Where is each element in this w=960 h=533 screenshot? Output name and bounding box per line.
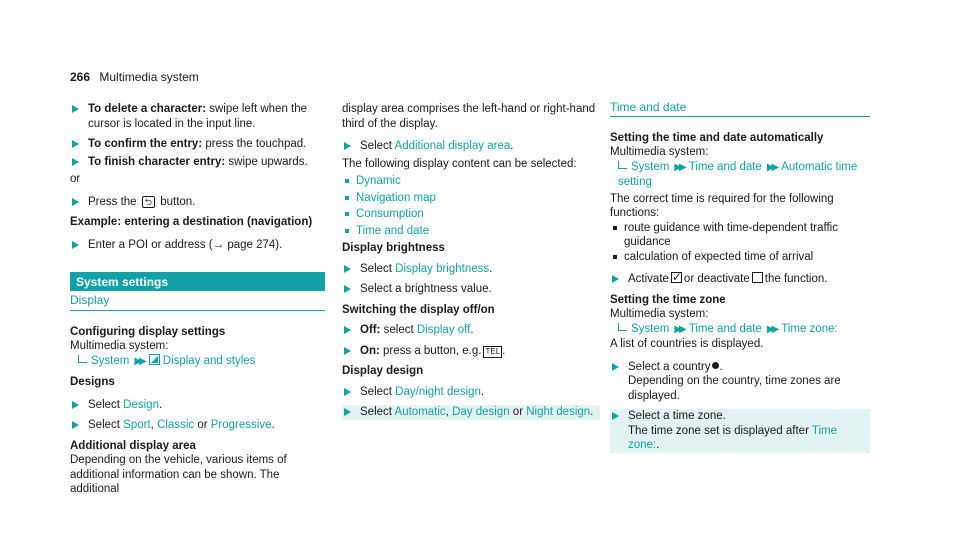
option-consumption [342, 207, 600, 222]
double-chevron-icon: ▶▶ [766, 161, 777, 173]
bullet-text: route guidance with time-dependent traffic guidance [624, 221, 838, 248]
column-2 [342, 102, 600, 426]
step-arrow-icon [72, 421, 79, 429]
path-system[interactable]: System [91, 354, 130, 367]
step-select-country: Select a country . Depending on the country, time zones are displayed. [610, 360, 870, 404]
step-arrow-icon [344, 285, 351, 293]
path-corner-icon [618, 323, 627, 331]
step-text: press the touchpad. [202, 138, 307, 150]
step-off [342, 323, 600, 338]
step-on [342, 344, 600, 359]
step-select-design-mode [342, 405, 600, 420]
step-text: The time zone set is displayed after [628, 424, 812, 437]
step-arrow-icon [72, 241, 79, 249]
brightness-heading: Display brightness [342, 242, 445, 254]
path-corner-icon [618, 161, 627, 169]
step-arrow-icon [344, 326, 351, 334]
classic-link[interactable]: Classic [157, 419, 195, 431]
step-arrow-icon [344, 388, 351, 396]
step-confirm-entry [70, 137, 325, 152]
following-text: The following display content can be selected: [342, 157, 577, 170]
or-text: or [70, 173, 81, 185]
step-label: Off: [360, 324, 381, 336]
step-arrow-icon [612, 363, 619, 371]
step-day-night [342, 385, 600, 400]
step-text: Activate [628, 273, 669, 285]
step-text: . [480, 385, 485, 398]
step-text: Press the [88, 195, 137, 208]
step-text: or deactivate [683, 273, 750, 285]
step-text: Depending on the country, time zones are displayed. [628, 375, 841, 402]
bullet-icon [345, 179, 349, 183]
step-text: Select [88, 419, 124, 431]
double-chevron-icon: ▶▶ [766, 323, 777, 335]
multimedia-label: Multimedia system: [610, 308, 709, 320]
night-design-link[interactable]: Night design [526, 406, 591, 418]
step-text: Select a time zone. [628, 410, 726, 422]
section-banner: System settings [70, 272, 325, 291]
step-select-additional [342, 139, 600, 154]
double-chevron-icon: ▶▶ [674, 323, 684, 335]
column-3 [610, 102, 870, 459]
day-night-link[interactable]: Day/night design [395, 385, 481, 398]
example-heading: Example: entering a destination (navigation) [70, 216, 313, 228]
step-text: Select [360, 406, 395, 418]
option-link[interactable]: Navigation map [356, 191, 436, 204]
step-arrow-icon [344, 265, 351, 273]
step-text: . [590, 406, 594, 418]
bullet-icon [345, 229, 349, 233]
required-text: The correct time is required for the following functions: [610, 192, 834, 219]
step-label: To finish character entry: [88, 155, 226, 168]
designs-heading: Designs [70, 376, 115, 388]
page-number: 266 [70, 70, 91, 84]
step-arrow-icon [72, 401, 79, 409]
time-zone-link[interactable]: Time zone: [628, 424, 838, 451]
path-corner-icon [78, 355, 87, 363]
step-text: or [509, 406, 527, 418]
step-arrow-icon [344, 347, 351, 355]
time-date-heading: Time and date [610, 100, 870, 117]
step-select-design [70, 398, 325, 413]
step-text: Enter a POI or address (→ page 274). [88, 238, 283, 251]
step-text: Select [88, 398, 124, 411]
menu-path-zone [610, 322, 870, 338]
option-link[interactable]: Consumption [356, 208, 424, 220]
option-link[interactable]: Time and date [356, 224, 430, 237]
step-text: select [380, 324, 417, 336]
step-text: swipe left when the cursor is located in the input line. [88, 103, 308, 130]
bullet-icon [345, 212, 349, 216]
step-text: button. [160, 195, 196, 208]
back-button-icon: ⮌ [142, 196, 155, 208]
step-text: . [271, 419, 275, 431]
path-system[interactable]: System [631, 322, 670, 335]
list-text: A list of countries is displayed. [610, 338, 764, 350]
step-text: Select a country [628, 360, 711, 373]
step-enter-poi [70, 238, 325, 253]
menu-path [70, 354, 325, 370]
additional-area-link[interactable]: Additional display area [394, 140, 511, 152]
display-styles-icon [149, 354, 160, 365]
brightness-link[interactable]: Display brightness [395, 262, 490, 275]
step-delete-character [70, 102, 325, 131]
display-subheading: Display [70, 291, 325, 311]
option-navigation-map [342, 191, 600, 206]
bullet-text: calculation of expected time of arrival [624, 250, 814, 263]
step-text: , [445, 406, 453, 418]
step-text: . [656, 439, 660, 451]
step-select-brightness [342, 262, 600, 277]
step-text: press a button, e.g. [379, 344, 482, 357]
path-time-zone[interactable]: Time zone: [781, 322, 838, 335]
column-1 [70, 102, 325, 497]
double-chevron-icon: ▶▶ [674, 161, 684, 173]
path-system[interactable]: System [631, 160, 670, 173]
additional-text: Depending on the vehicle, various items of additional information can be shown. The additional [70, 454, 287, 495]
path-time-date[interactable]: Time and date [688, 322, 762, 335]
radio-selected-icon [712, 362, 719, 369]
step-text: , [150, 419, 158, 431]
config-heading: Configuring display settings [70, 325, 226, 338]
multimedia-label: Multimedia system: [70, 340, 169, 352]
step-text: Select [360, 140, 395, 152]
day-design-link[interactable]: Day design [452, 406, 510, 418]
automatic-link[interactable]: Automatic [394, 406, 446, 418]
bullet-icon [613, 226, 617, 230]
step-arrow-icon [72, 105, 79, 113]
design-heading: Display design [342, 365, 424, 377]
page-header [70, 70, 199, 85]
step-label: On: [360, 344, 380, 357]
path-display-styles[interactable]: Display and styles [162, 354, 256, 367]
step-text: swipe upwards. [225, 155, 308, 168]
progressive-link[interactable]: Progressive [210, 419, 272, 431]
option-dynamic [342, 174, 600, 189]
bullet-icon [345, 196, 349, 200]
design-link[interactable]: Design [123, 398, 159, 411]
multimedia-label: Multimedia system: [610, 146, 709, 158]
step-brightness-value [342, 282, 600, 297]
step-text: . [470, 324, 474, 336]
step-arrow-icon [72, 158, 79, 166]
menu-path-auto [610, 160, 870, 190]
additional-heading: Additional display area [70, 439, 196, 452]
step-press-back [70, 195, 325, 210]
step-text: . [489, 262, 493, 275]
additional-intro: display area comprises the left-hand or right-hand third of the display. [342, 103, 596, 130]
step-text: Select [360, 262, 396, 275]
display-off-link[interactable]: Display off [416, 324, 471, 336]
option-link[interactable]: Dynamic [356, 175, 401, 187]
double-chevron-icon: ▶▶ [134, 355, 144, 367]
step-activate [610, 272, 870, 287]
option-time-date [342, 224, 600, 239]
step-select-sport [70, 418, 325, 433]
step-label: To confirm the entry: [88, 138, 203, 150]
step-text: Select a brightness value. [360, 283, 492, 295]
switching-heading: Switching the display off/on [342, 303, 495, 316]
page-header-title: Multimedia system [99, 70, 199, 84]
step-select-zone [610, 409, 870, 453]
step-arrow-icon [344, 408, 351, 416]
path-time-date[interactable]: Time and date [688, 160, 762, 173]
step-text: Select [360, 385, 396, 398]
step-text: . [158, 398, 163, 411]
step-arrow-icon [612, 412, 619, 420]
checkbox-checked-icon[interactable] [671, 272, 682, 283]
step-arrow-icon [72, 198, 79, 206]
zone-heading: Setting the time zone [610, 293, 726, 306]
bullet-icon [613, 255, 617, 259]
step-text: the function. [764, 273, 828, 285]
auto-heading: Setting the time and date automatically [610, 131, 824, 144]
step-label: To delete a character: [88, 103, 207, 115]
step-text: or [194, 419, 211, 431]
checkbox-unchecked-icon[interactable] [752, 272, 763, 283]
step-text: . [502, 344, 506, 357]
path-automatic[interactable]: Automatic time setting [618, 160, 858, 188]
bullet-route [610, 221, 870, 250]
step-text: . [510, 140, 514, 152]
sport-link[interactable]: Sport [123, 419, 151, 431]
step-arrow-icon [612, 275, 619, 283]
step-arrow-icon [72, 140, 79, 148]
step-arrow-icon [344, 142, 351, 150]
step-finish-entry [70, 155, 325, 170]
tel-button-icon: TEL [485, 346, 501, 356]
bullet-arrival [610, 250, 870, 265]
